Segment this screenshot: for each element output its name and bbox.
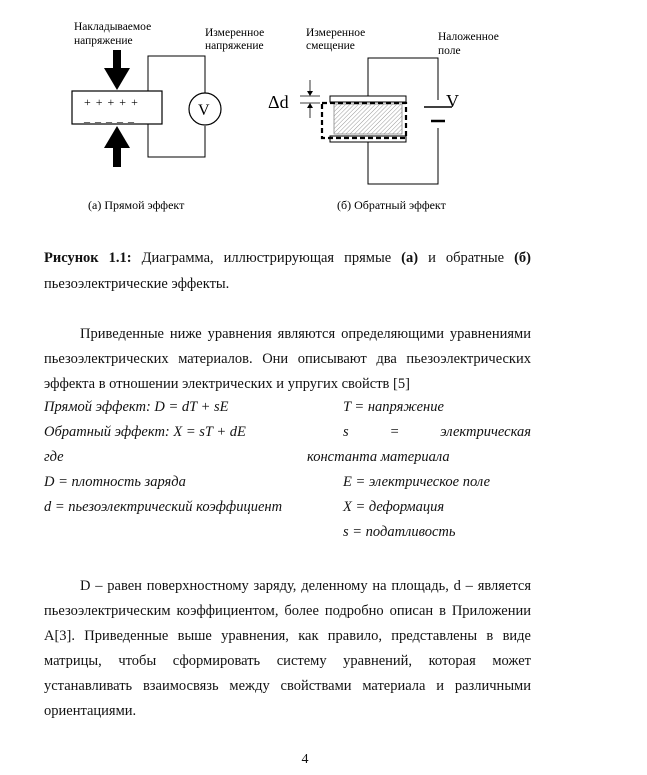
where-label: где <box>44 449 64 465</box>
figure-caption: Рисунок 1.1: Диаграмма, иллюстрирующая прямые (а) и обратные (б) пьезоэлектрические эффекты. <box>44 250 531 292</box>
permittivity-def: s = электрическая <box>343 424 531 440</box>
applied-field-label-2: поле <box>438 45 461 57</box>
applied-voltage-label-1: Накладываемое <box>74 21 152 33</box>
measured-voltage-label-1: Измеренное <box>205 27 265 39</box>
negative-charges: _ _ _ _ _ <box>84 110 135 124</box>
force-arrow-top <box>113 50 121 70</box>
figure-label: Рисунок 1.1: <box>44 250 132 266</box>
inverse-effect-caption: (б) Обратный эффект <box>337 198 446 212</box>
force-arrow-bottom <box>104 126 130 148</box>
inverse-effect-diagram <box>268 27 499 212</box>
piezo-diagram <box>0 0 647 225</box>
displacement-label-2: смещение <box>306 40 355 52</box>
permittivity-def-cont: константа материала <box>307 449 450 465</box>
compliance-def: s = податливость <box>343 524 456 540</box>
direct-effect-diagram <box>72 21 264 212</box>
page-number: 4 <box>301 752 309 767</box>
displacement-label-1: Измеренное <box>306 27 366 39</box>
stress-def: T = напряжение <box>343 399 444 415</box>
field-def: E = электрическое поле <box>343 474 491 490</box>
charge-density-def: D = плотность заряда <box>44 474 186 490</box>
applied-voltage-label-2: напряжение <box>74 35 133 47</box>
direct-effect-caption: (а) Прямой эффект <box>88 198 185 212</box>
explanation-paragraph: D – равен поверхностному заряду, деленному на площадь, d – является пьезоэлектрическим коэффициентом, более подробно описан в Приложении А[3]. Приведенные выше уравнения, как правило, представлены в виде матрицы, чтобы сформировать систему уравнений, которая может устанавливать взаимосвязь между свойствами материала и различными ориентациями. <box>44 578 531 719</box>
voltmeter-label: V <box>198 102 210 119</box>
intro-paragraph: Приведенные ниже уравнения являются определяющими уравнениями пьезоэлектрических материалов. Они описывают два пьезоэлектрических эффекта в отношении электрических и упругих свойств [5] <box>44 326 531 392</box>
strain-def: X = деформация <box>343 499 445 515</box>
piezo-coeff-def: d = пьезоэлектрический коэффициент <box>44 499 283 515</box>
direct-effect-equation: Прямой эффект: D = dT + sE <box>44 399 229 415</box>
positive-charges: + + + + + <box>84 95 139 109</box>
measured-voltage-label-2: напряжение <box>205 40 264 52</box>
field-voltage-label: V <box>446 91 459 111</box>
delta-d-label: Δd <box>268 92 289 112</box>
inverse-effect-equation: Обратный эффект: X = sT + dE <box>44 424 246 440</box>
hatched-crystal <box>334 104 402 134</box>
applied-field-label-1: Наложенное <box>438 31 499 43</box>
